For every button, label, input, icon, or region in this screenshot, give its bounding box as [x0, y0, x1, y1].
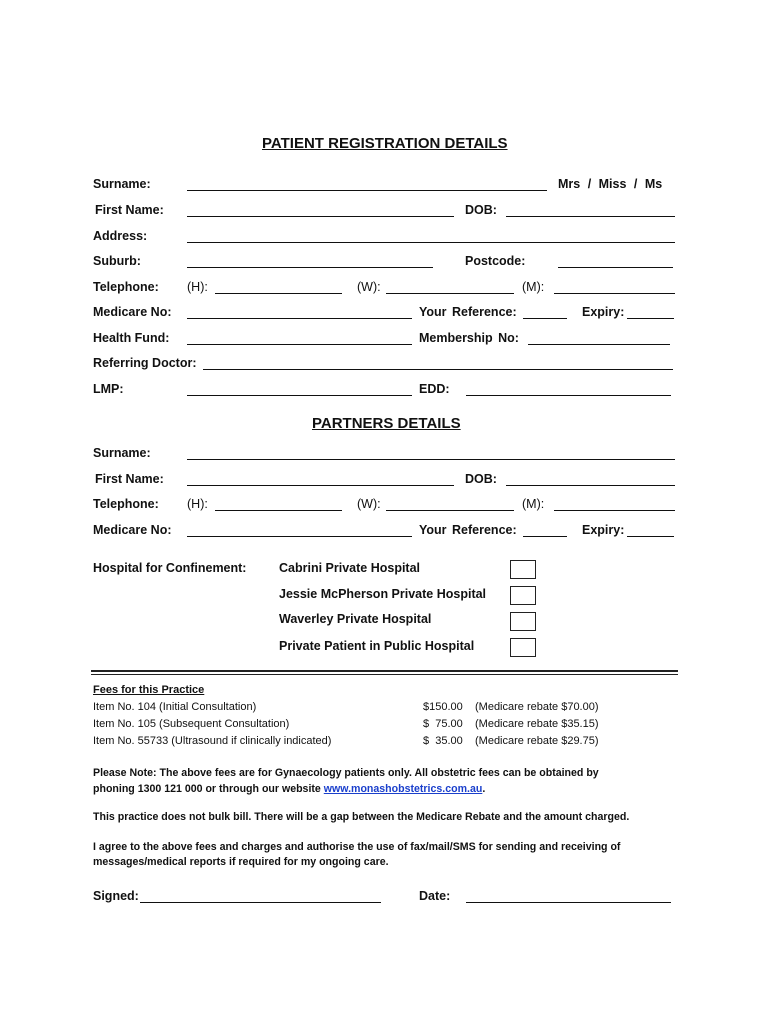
fee-rebate: (Medicare rebate $35.15)	[475, 718, 599, 730]
partner-surname-field[interactable]	[187, 459, 675, 460]
page-title: PATIENT REGISTRATION DETAILS	[262, 135, 508, 152]
membership-label: Membership No:	[419, 331, 519, 345]
fee-amount: $150.00	[423, 701, 463, 713]
partner-first-name-label: First Name:	[95, 472, 164, 486]
date-field[interactable]	[466, 902, 671, 903]
expiry-field[interactable]	[627, 318, 674, 319]
membership-field[interactable]	[528, 344, 670, 345]
partner-telephone-label: Telephone:	[93, 497, 159, 511]
hospital-option-waverley: Waverley Private Hospital	[279, 612, 432, 626]
first-name-label: First Name:	[95, 203, 164, 217]
partner-home-phone-field[interactable]	[215, 510, 342, 511]
partner-home-phone-label: (H):	[187, 497, 208, 511]
fee-rebate: (Medicare rebate $70.00)	[475, 701, 599, 713]
partner-dob-label: DOB:	[465, 472, 497, 486]
lmp-field[interactable]	[187, 395, 412, 396]
expiry-label: Expiry:	[582, 305, 625, 319]
fee-item: Item No. 55733 (Ultrasound if clinically indicated)	[93, 735, 332, 747]
fee-item: Item No. 104 (Initial Consultation)	[93, 701, 257, 713]
signed-label: Signed:	[93, 889, 139, 903]
consent-note-line2: messages/medical reports if required for my ongoing care.	[93, 856, 389, 868]
hospital-checkbox-jessie-mcpherson[interactable]	[510, 586, 536, 605]
partner-section-title: PARTNERS DETAILS	[312, 415, 461, 432]
postcode-field[interactable]	[558, 267, 673, 268]
fee-rebate: (Medicare rebate $29.75)	[475, 735, 599, 747]
medicare-field[interactable]	[187, 318, 412, 319]
telephone-label: Telephone:	[93, 280, 159, 294]
section-divider-thin	[91, 674, 678, 675]
work-phone-label: (W):	[357, 280, 381, 294]
dob-label: DOB:	[465, 203, 497, 217]
suburb-label: Suburb:	[93, 254, 141, 268]
title-options[interactable]: Mrs / Miss / Ms	[558, 177, 663, 191]
partner-your-reference-field[interactable]	[523, 536, 567, 537]
website-link[interactable]: www.monashobstetrics.com.au	[323, 783, 483, 795]
surname-field[interactable]	[187, 190, 547, 191]
hospital-option-public: Private Patient in Public Hospital	[279, 639, 475, 653]
mobile-phone-field[interactable]	[554, 293, 675, 294]
partner-dob-field[interactable]	[506, 485, 675, 486]
fees-note-line1: Please Note: The above fees are for Gynaecology patients only. All obstetric fees can be obtained by	[93, 767, 599, 779]
first-name-field[interactable]	[187, 216, 454, 217]
section-divider	[91, 670, 678, 672]
partner-first-name-field[interactable]	[187, 485, 454, 486]
your-reference-label: Your Reference:	[419, 305, 517, 319]
fees-note-period: .	[482, 783, 486, 795]
partner-work-phone-label: (W):	[357, 497, 381, 511]
referring-doctor-field[interactable]	[203, 369, 673, 370]
fees-note-line2	[93, 783, 485, 795]
fee-item: Item No. 105 (Subsequent Consultation)	[93, 718, 290, 730]
home-phone-field[interactable]	[215, 293, 342, 294]
partner-medicare-label: Medicare No:	[93, 523, 172, 537]
hospital-checkbox-waverley[interactable]	[510, 612, 536, 631]
partner-mobile-phone-field[interactable]	[554, 510, 675, 511]
work-phone-field[interactable]	[386, 293, 514, 294]
fees-heading: Fees for this Practice	[93, 684, 205, 696]
address-field[interactable]	[187, 242, 675, 243]
partner-mobile-phone-label: (M):	[522, 497, 545, 511]
hospital-checkbox-public[interactable]	[510, 638, 536, 657]
health-fund-field[interactable]	[187, 344, 412, 345]
home-phone-label: (H):	[187, 280, 208, 294]
postcode-label: Postcode:	[465, 254, 526, 268]
fee-amount: $ 35.00	[423, 735, 463, 747]
date-label: Date:	[419, 889, 451, 903]
your-reference-field[interactable]	[523, 318, 567, 319]
address-label: Address:	[93, 229, 148, 243]
partner-expiry-field[interactable]	[627, 536, 674, 537]
dob-field[interactable]	[506, 216, 675, 217]
fees-note-phone: phoning 1300 121 000 or through our website	[93, 783, 324, 795]
surname-label: Surname:	[93, 177, 151, 191]
medicare-label: Medicare No:	[93, 305, 172, 319]
lmp-label: LMP:	[93, 382, 124, 396]
hospital-option-jessie-mcpherson: Jessie McPherson Private Hospital	[279, 587, 487, 601]
referring-doctor-label: Referring Doctor:	[93, 356, 197, 370]
signature-field[interactable]	[140, 902, 381, 903]
hospital-option-cabrini: Cabrini Private Hospital	[279, 561, 421, 575]
partner-surname-label: Surname:	[93, 446, 151, 460]
health-fund-label: Health Fund:	[93, 331, 170, 345]
consent-note-line1: I agree to the above fees and charges and authorise the use of fax/mail/SMS for sending and receiving of	[93, 841, 621, 853]
partner-expiry-label: Expiry:	[582, 523, 625, 537]
partner-work-phone-field[interactable]	[386, 510, 514, 511]
partner-your-reference-label: Your Reference:	[419, 523, 517, 537]
hospital-checkbox-cabrini[interactable]	[510, 560, 536, 579]
suburb-field[interactable]	[187, 267, 433, 268]
partner-medicare-field[interactable]	[187, 536, 412, 537]
hospital-label: Hospital for Confinement:	[93, 561, 247, 575]
edd-label: EDD:	[419, 382, 450, 396]
mobile-phone-label: (M):	[522, 280, 545, 294]
edd-field[interactable]	[466, 395, 671, 396]
fee-amount: $ 75.00	[423, 718, 463, 730]
bulk-bill-note: This practice does not bulk bill. There will be a gap between the Medicare Rebate and the amount charged.	[93, 811, 630, 823]
